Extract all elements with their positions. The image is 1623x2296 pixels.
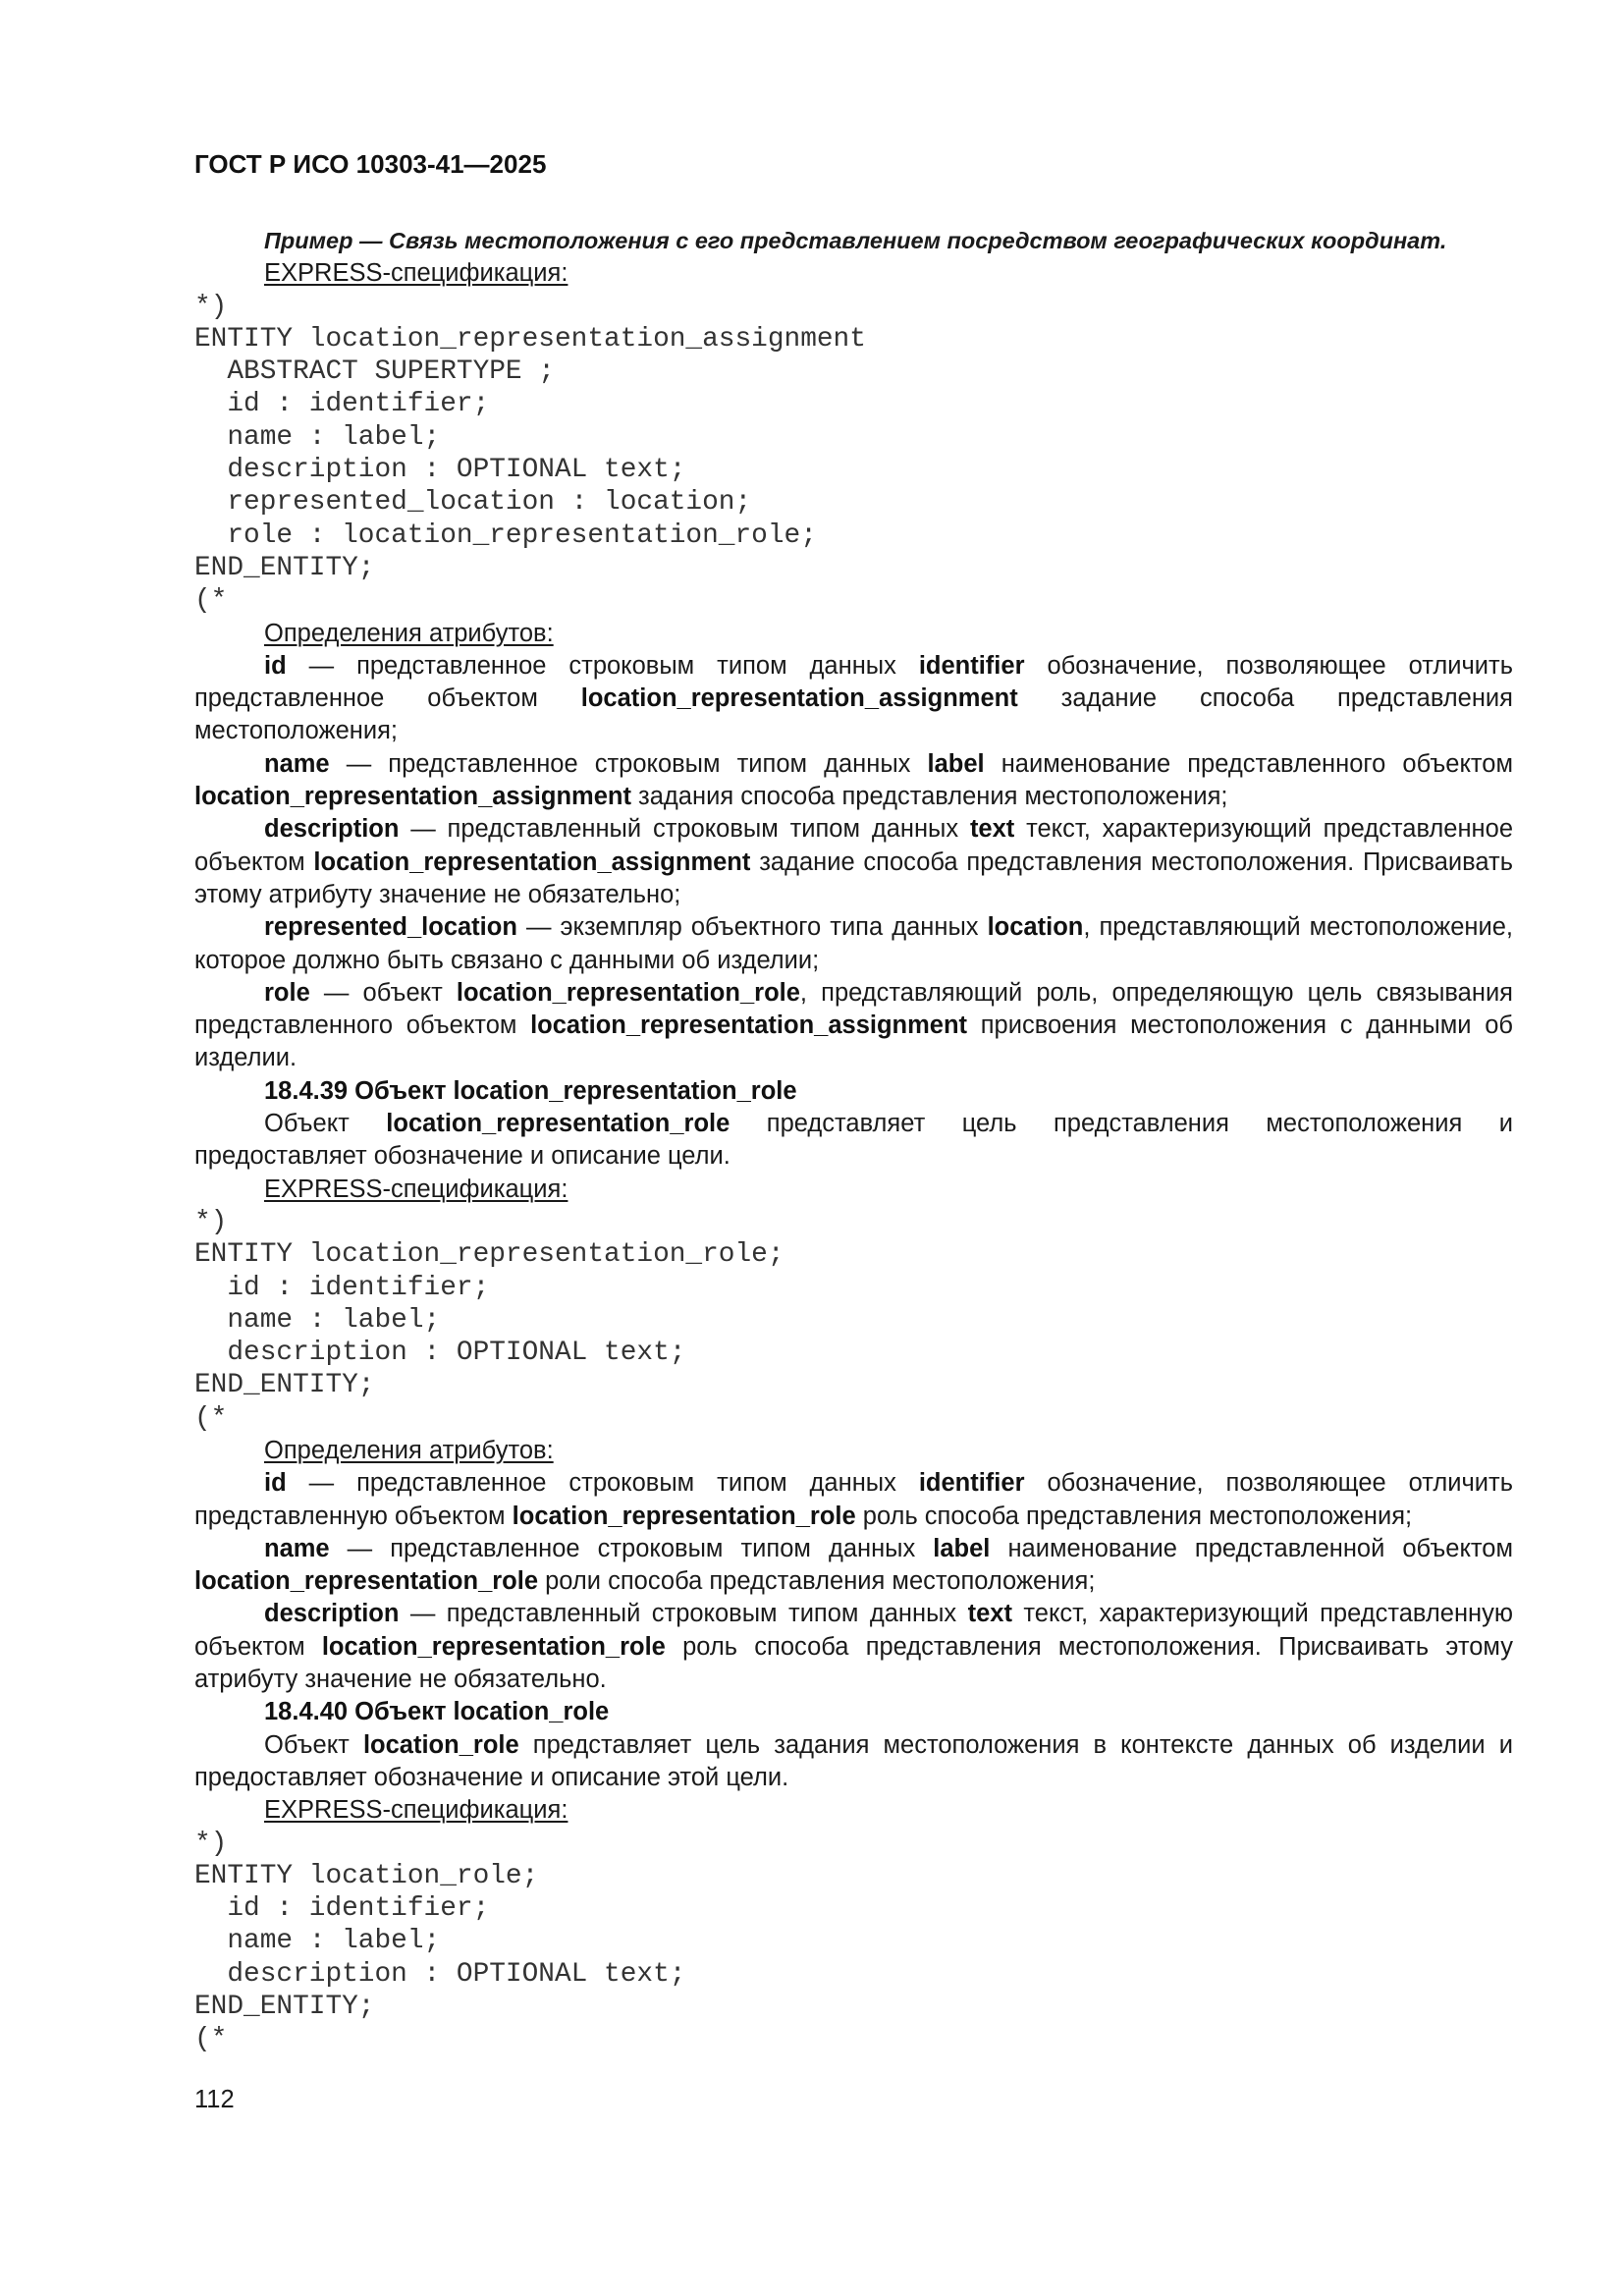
def-text: наименование представленной объектом	[990, 1534, 1513, 1562]
type-ref: text	[969, 815, 1015, 844]
def-text: — представленное строковым типом данных	[286, 1469, 919, 1498]
def-text: обозначение, позволяющее отличить представленную объектом	[194, 1469, 1513, 1530]
code-line: id : identifier;	[194, 389, 490, 420]
express-spec-label	[194, 1174, 1513, 1206]
entity-ref: location_representation_role	[194, 1567, 539, 1596]
express-spec-label-text: EXPRESS-спецификация:	[264, 1175, 568, 1203]
express-spec-label-text: EXPRESS-спецификация:	[264, 1796, 568, 1825]
definition-id	[194, 1467, 1513, 1533]
code-close: (*	[194, 2024, 228, 2055]
def-text: задания способа представления местоположения;	[630, 783, 1228, 811]
term: name	[264, 749, 330, 778]
term: represented_location	[264, 913, 517, 942]
intro-text: Объект	[264, 1730, 363, 1759]
example-caption: Пример — Связь местоположения с его представлением посредством географических координат.	[264, 228, 1447, 253]
code-line: ABSTRACT SUPERTYPE ;	[194, 356, 555, 388]
type-ref: label	[933, 1534, 991, 1562]
code-line: name : label;	[194, 1926, 441, 1957]
def-text: роль способа представления местоположения. Присваивать этому атрибуту значение не обязательно.	[194, 1632, 1513, 1694]
code-line: description : OPTIONAL text;	[194, 1958, 686, 1990]
definition-description	[194, 1598, 1513, 1696]
entity-ref: location_representation_assignment	[530, 1011, 968, 1040]
section-intro-18-4-40	[194, 1729, 1513, 1795]
definition-name	[194, 1533, 1513, 1599]
section-intro-18-4-39	[194, 1108, 1513, 1174]
express-spec-label-text: EXPRESS-спецификация:	[264, 259, 568, 288]
def-text: задание способа представления местоположения;	[194, 684, 1513, 745]
attr-defs-label-text: Определения атрибутов:	[264, 619, 554, 647]
code-line: id : identifier;	[194, 1272, 490, 1303]
type-ref: label	[927, 749, 985, 778]
type-ref: identifier	[918, 651, 1025, 680]
entity-ref: location_representation_role	[386, 1110, 730, 1138]
term: id	[264, 651, 287, 680]
code-block-lr	[194, 1828, 1513, 2056]
def-text: обозначение, позволяющее отличить представленное объектом	[194, 651, 1513, 713]
type-ref: identifier	[918, 1469, 1025, 1498]
attr-defs-label-text: Определения атрибутов:	[264, 1436, 554, 1464]
definition-description	[194, 813, 1513, 911]
code-line: represented_location : location;	[194, 487, 752, 519]
entity-ref: location_representation_role	[512, 1502, 856, 1530]
code-line: END_ENTITY;	[194, 1992, 375, 2023]
def-text: роли способа представления местоположения;	[538, 1567, 1096, 1596]
def-text: задание способа представления местоположения. Присваивать этому атрибуту значение не обязательно;	[194, 847, 1513, 908]
intro-text: представляет цель задания местоположения в контексте данных об изделии и предоставляет обозначение и описание этой цели.	[194, 1730, 1513, 1791]
def-text: присвоения местоположения с данными об изделии.	[194, 1011, 1514, 1072]
code-open: *)	[194, 1206, 228, 1237]
type-ref: text	[967, 1600, 1012, 1628]
def-text: текст, характеризующий представленное объектом	[194, 815, 1513, 876]
term: description	[264, 815, 400, 844]
def-text: — представленный строковым типом данных	[399, 1600, 968, 1628]
code-close: (*	[194, 585, 228, 617]
code-close: (*	[194, 1402, 228, 1434]
code-line: id : identifier;	[194, 1893, 490, 1925]
def-text: текст, характеризующий представленную объектом	[194, 1600, 1513, 1661]
term: role	[264, 978, 310, 1007]
section-heading-18-4-40: 18.4.40 Объект location_role	[264, 1698, 610, 1726]
attr-defs-label	[194, 1435, 1513, 1467]
entity-ref: location_role	[362, 1730, 519, 1759]
attr-defs-label	[194, 618, 1513, 650]
term: name	[264, 1534, 330, 1562]
code-line: description : OPTIONAL text;	[194, 455, 686, 486]
express-spec-label	[194, 1794, 1513, 1827]
type-ref: location	[987, 913, 1084, 942]
definition-represented-location	[194, 911, 1513, 977]
def-text: , представляющий роль, определяющую цель связывания представленного объектом	[194, 978, 1513, 1040]
def-text: наименование представленного объектом	[984, 749, 1513, 778]
def-text: , представляющий местоположение, которое должно быть связано с данными об изделии;	[194, 913, 1513, 974]
express-spec-label	[194, 257, 1513, 290]
code-line: role : location_representation_role;	[194, 519, 817, 551]
entity-ref: location_representation_role	[456, 978, 800, 1007]
page-number: 112	[194, 2086, 235, 2113]
code-open: *)	[194, 291, 228, 322]
code-open: *)	[194, 1828, 228, 1859]
intro-text: представляет цель представления местоположения и предоставляет обозначение и описание цели.	[194, 1110, 1514, 1171]
code-line: name : label;	[194, 421, 441, 453]
def-text: — объект	[309, 978, 457, 1007]
code-block-lrr	[194, 1206, 1513, 1435]
code-line: name : label;	[194, 1304, 441, 1336]
def-text: — представленное строковым типом данных	[286, 651, 919, 680]
def-text: — экземпляр объектного типа данных	[516, 913, 988, 942]
def-text: — представленное строковым типом данных	[329, 749, 928, 778]
def-text: роль способа представления местоположения;	[855, 1502, 1413, 1530]
entity-ref: location_representation_role	[321, 1632, 666, 1661]
entity-ref: location_representation_assignment	[580, 684, 1018, 713]
code-line: ENTITY location_representation_role;	[194, 1239, 784, 1271]
code-line: END_ENTITY;	[194, 552, 375, 583]
document-header: ГОСТ Р ИСО 10303-41—2025	[194, 149, 547, 179]
entity-ref: location_representation_assignment	[194, 783, 631, 811]
definition-name	[194, 748, 1513, 814]
term: description	[264, 1600, 400, 1628]
section-heading-18-4-39: 18.4.39 Объект location_representation_role	[264, 1076, 797, 1105]
code-line: ENTITY location_role;	[194, 1860, 539, 1891]
code-block-lra	[194, 291, 1513, 618]
entity-ref: location_representation_assignment	[313, 847, 751, 876]
definition-role	[194, 977, 1513, 1075]
definition-id	[194, 650, 1513, 748]
term: id	[264, 1469, 287, 1498]
code-line: END_ENTITY;	[194, 1370, 375, 1401]
intro-text: Объект	[264, 1110, 387, 1138]
page-body	[194, 225, 1513, 2056]
code-line: ENTITY location_representation_assignment	[194, 323, 866, 355]
def-text: — представленное строковым типом данных	[329, 1534, 934, 1562]
def-text: — представленный строковым типом данных	[399, 815, 970, 844]
code-line: description : OPTIONAL text;	[194, 1338, 686, 1369]
